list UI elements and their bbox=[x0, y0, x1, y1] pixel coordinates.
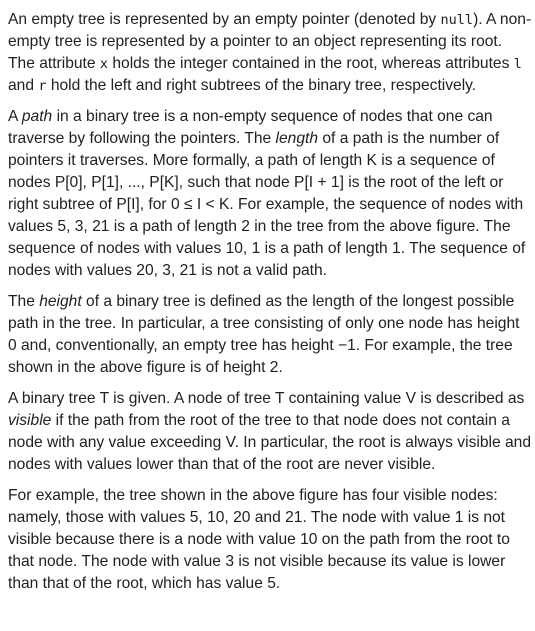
term-path: path bbox=[21, 108, 53, 125]
document-body bbox=[8, 9, 532, 604]
text-segment: For example, the tree shown in the above figure has four visible nodes: namely, those with values 5, 10, 20 and 21. The node with value 1 is not visible because there is a node with value 10 on the path from the root to that node. The node with value 3 is not visible because its value is lower than that of the root, which has value 5. bbox=[8, 487, 510, 592]
text-segment: A bbox=[8, 108, 22, 125]
term-height: height bbox=[39, 293, 82, 310]
code-attribute-x: x bbox=[99, 56, 109, 72]
paragraph-visible-definition bbox=[8, 388, 532, 476]
text-segment: of a binary tree is defined as the length of the longest possible path in the tree. In particular, a tree consisting of only one node has height 0 and, conventionally, an empty tree has height −1. For example, the tree shown in the above figure is of height 2. bbox=[8, 293, 520, 376]
text-segment: ). A non-empty tree is represented by a pointer to an object representing its root. The attribute bbox=[8, 11, 532, 72]
text-segment: of a path is the number of pointers it traverses. More formally, a path of length K is a sequence of nodes P[0], P[1], ..., P[K], such that node P[I + 1] is the root of the left or right subtree of P[I], for 0 ≤ I < K. For example, the sequence of nodes with values 5, 3, 21 is a path of length 2 in the tree from the above figure. The sequence of nodes with values 10, 1 is a path of length 1. The sequence of nodes with values 20, 3, 21 is not a valid path. bbox=[8, 130, 526, 279]
paragraph-path-definition bbox=[8, 106, 532, 282]
code-attribute-r: r bbox=[38, 78, 47, 94]
term-length: length bbox=[275, 130, 319, 147]
code-null: null bbox=[440, 12, 474, 28]
text-segment: A binary tree T is given. A node of tree T containing value V is described as bbox=[8, 390, 525, 407]
text-segment: and bbox=[8, 77, 39, 94]
term-visible: visible bbox=[8, 412, 52, 429]
text-segment: in a binary tree is a non-empty sequence of nodes that one can traverse by following the pointers. The bbox=[8, 108, 493, 147]
paragraph-visible-example bbox=[8, 485, 532, 595]
code-attribute-l: l bbox=[513, 56, 522, 72]
paragraph-height-definition bbox=[8, 291, 532, 379]
text-segment: holds the integer contained in the root, whereas attributes bbox=[108, 55, 514, 72]
text-segment: An empty tree is represented by an empty pointer (denoted by bbox=[8, 11, 441, 28]
text-segment: The bbox=[8, 293, 40, 310]
text-segment: if the path from the root of the tree to that node does not contain a node with any value exceeding V. In particular, the root is always visible and nodes with values lower than that of the root are never visible. bbox=[8, 412, 531, 473]
text-segment: hold the left and right subtrees of the binary tree, respectively. bbox=[46, 77, 477, 94]
paragraph-tree-representation bbox=[8, 9, 532, 97]
